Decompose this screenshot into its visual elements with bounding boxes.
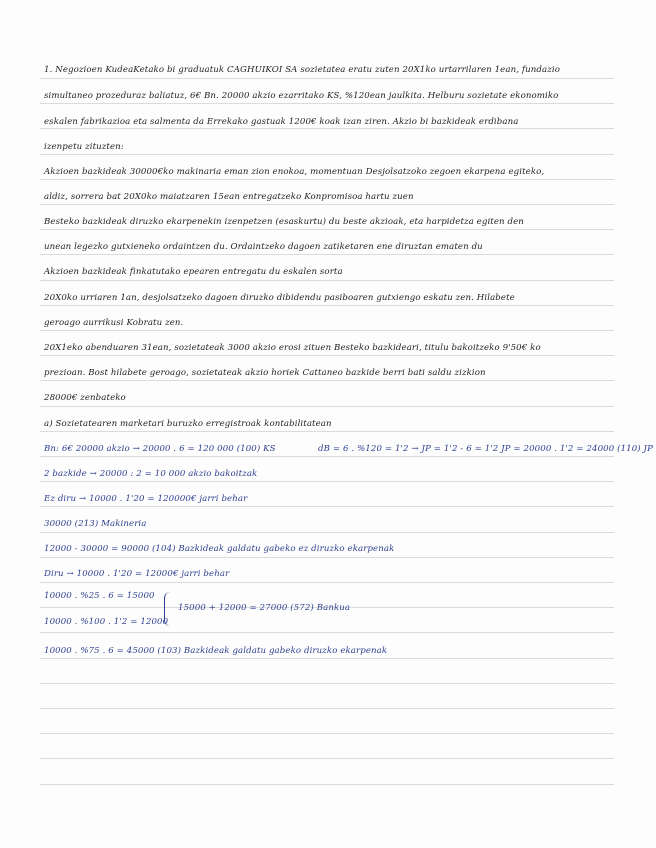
problem-line-2: simultaneo prozeduraz baliatuz, 6€ Bn. 20000 akzio ezarritako KS, %120ean jaulkita. Helburu sozietate ekonomiko — [44, 91, 559, 101]
problem-line-5: Akzioen bazkideak 30000€ko makinaria eman zion enokoa, momentuan Desjolsatzoko zegoen ekarpena egiteko, — [44, 167, 545, 177]
calc-line-premium-paid: 10000 . %100 . 1'2 = 12000 — [44, 617, 169, 627]
problem-line-4: izenpetu zituzten: — [44, 142, 124, 152]
calc-line-nominal: Bn: 6€ 20000 akzio → 20000 . 6 = 120 000 (100) KS — [44, 444, 276, 454]
problem-line-13: prezioan. Bost hilabete geroago, sozietateak akzio horiek Cattaneo bazkide berri bati saldu zizkion — [44, 368, 486, 378]
calc-line-non-cash: Ez diru → 10000 . 1'20 = 120000€ jarri behar — [44, 494, 248, 504]
problem-line-10: 20X0ko urriaren 1an, desjolsatzeko dagoen diruzko dibidendu pasiboaren gutxiengo eskatu zen. Hilabete — [44, 293, 515, 303]
calc-line-pending-non-cash: 12000 - 30000 = 90000 (104) Bazkideak galdatu gabeko ez diruzko ekarpenak — [44, 544, 395, 554]
problem-line-9: Akzioen bazkideak finkatutako epearen entregatu du eskalen sorta — [44, 267, 343, 277]
calc-line-pending-cash: 10000 . %75 . 6 = 45000 (103) Bazkideak galdatu gabeko diruzko ekarpenak — [44, 646, 388, 656]
bank-calc-group — [44, 590, 464, 632]
problem-line-11: geroago aurrikusi Kobratu zen. — [44, 318, 184, 328]
problem-line-3: eskalen fabrikazioa eta salmenta da Errekako gastuak 1200€ koak izan ziren. Akzio bi bazkideak erdibana — [44, 117, 519, 127]
problem-line-8: unean legezko gutxieneko ordaintzen du. Ordaintzeko dagoen zatiketaren ene diruztan ematen du — [44, 242, 483, 252]
problem-line-12: 20X1eko abenduaren 31ean, sozietateak 3000 akzio erosi zituen Besteko bazkideari, titulu bakoitzeko 9'50€ ko — [44, 343, 541, 353]
calc-line-bank-total: 15000 + 12000 = 27000 (572) Bankua — [178, 603, 351, 613]
problem-line-14: 28000€ zenbateko — [44, 393, 126, 403]
problem-line-7: Besteko bazkideak diruzko ekarpenekin izenpetzen (esaskurtu) du beste akzioak, eta harpidetza egiten den — [44, 217, 524, 227]
curly-brace — [164, 592, 173, 626]
calc-line-machinery: 30000 (213) Makineria — [44, 519, 147, 529]
calc-line-capital-paid: 10000 . %25 . 6 = 15000 — [44, 591, 155, 601]
calc-line-partners: 2 bazkide → 20000 : 2 = 10 000 akzio bakoitzak — [44, 469, 258, 479]
problem-line-6: aldiz, sorrera bat 20X0ko maiatzaren 15ean entregatzeko Konpromisoa hartu zuen — [44, 192, 414, 202]
calc-line-premium: dB = 6 . %120 = 1'2 → JP = 1'2 - 6 = 1'2 JP = 20000 . 1'2 = 24000 (110) JP — [318, 444, 653, 454]
problem-line-1: 1. Negozioen KudeaKetako bi graduatuk CAGHUIKOI SA sozietatea eratu zuten 20X1ko urtarrilaren 1ean, fundazio — [44, 65, 560, 75]
calc-line-cash: Diru → 10000 . 1'20 = 12000€ jarri behar — [44, 569, 230, 579]
section-heading-a: a) Sozietatearen marketari buruzko erregistroak kontabilitatean — [44, 419, 332, 429]
